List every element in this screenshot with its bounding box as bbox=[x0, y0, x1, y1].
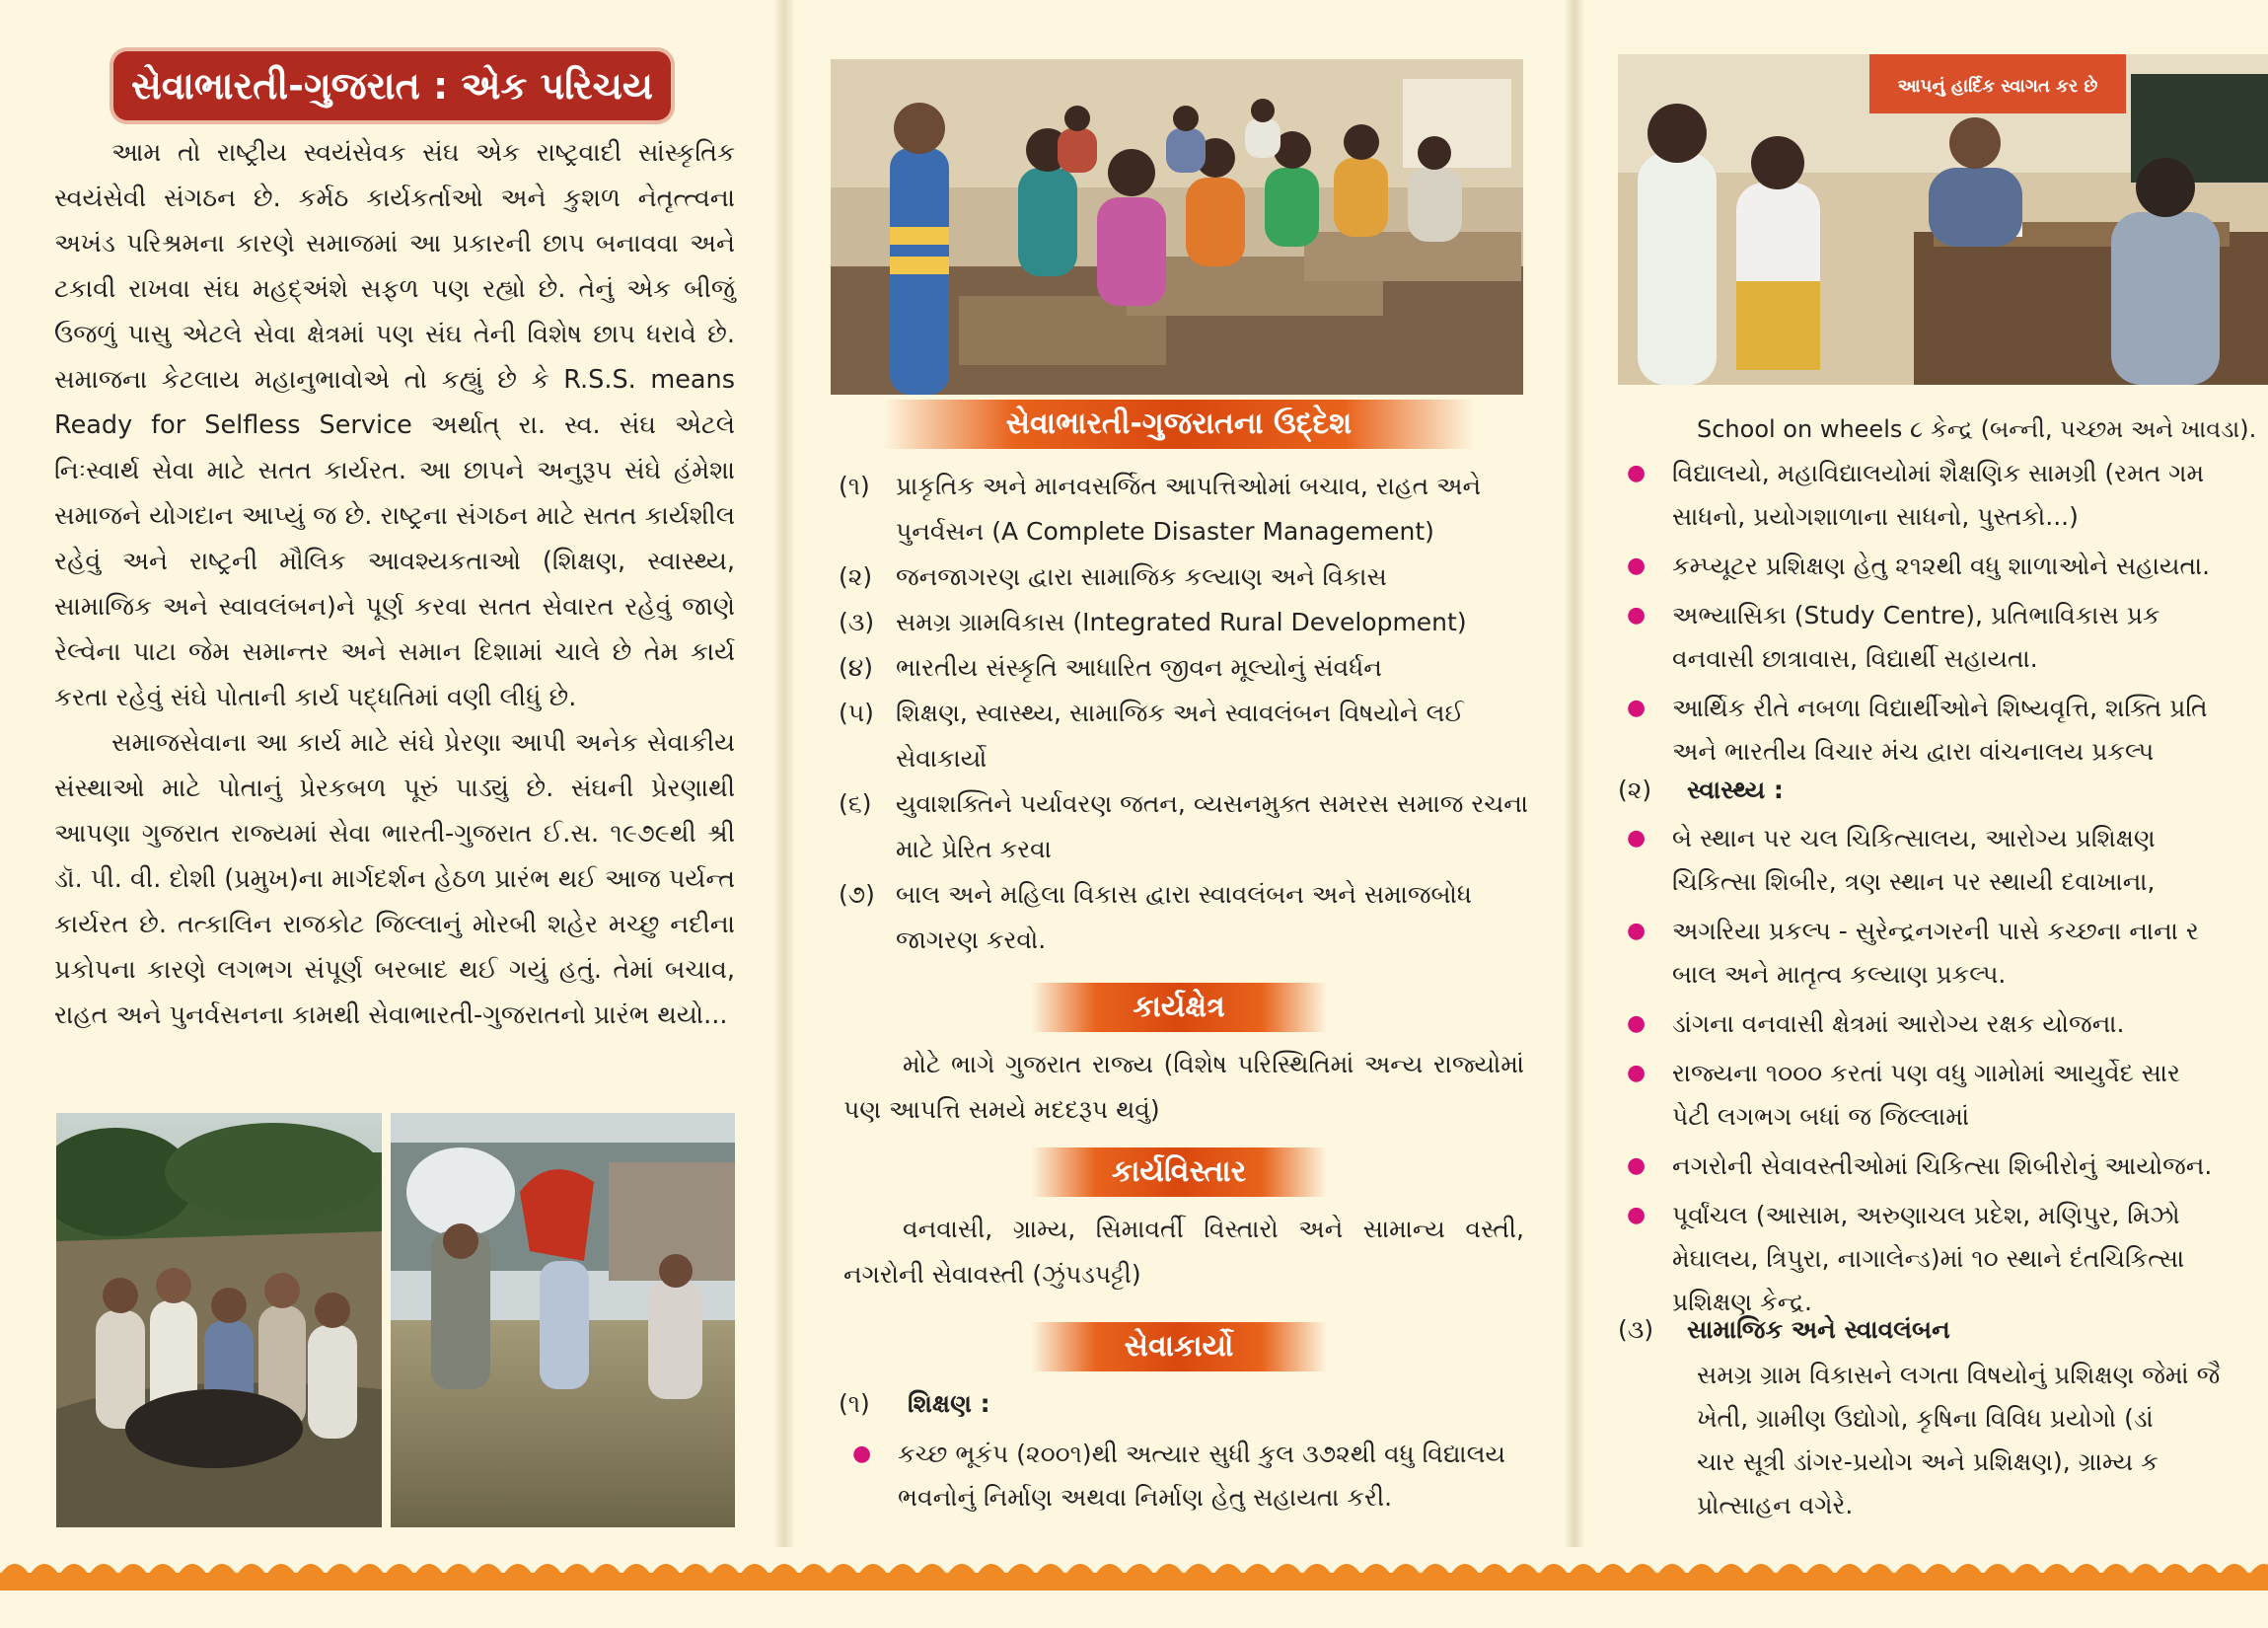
social-line: સમગ્ર ગ્રામ વિકાસને લગતા વિષયોનું પ્રશિક્ષણ જેમાં જૈ bbox=[1697, 1361, 2221, 1389]
list-item bbox=[1613, 687, 2268, 774]
flood-relief-photo bbox=[56, 1113, 735, 1527]
objective-number: (૪) bbox=[839, 653, 874, 682]
objective-text: ભારતીય સંસ્કૃતિ આધારિત જીવન મૂલ્યોનું સંવર્ધન bbox=[896, 653, 1382, 682]
social-line: ખેતી, ગ્રામીણ ઉદ્યોગો, કૃષિના વિવિધ પ્રયોગો (ડાં bbox=[1697, 1404, 2154, 1433]
bullet-line: અગરિયા પ્રકલ્પ - સુરેન્દ્રનગરની પાસે કચ્છના નાના ર bbox=[1672, 917, 2199, 945]
list-item bbox=[839, 645, 1529, 691]
education-bullets bbox=[839, 1433, 1529, 1525]
bullet-line: બાલ અને માતૃત્વ કલ્યાણ પ્રકલ્પ. bbox=[1672, 960, 2007, 989]
bullet-line: વનવાસી છાત્રાવાસ, વિદ્યાર્થી સહાયતા. bbox=[1672, 644, 2038, 673]
bullet-icon: ● bbox=[1627, 554, 1646, 578]
banner-text: આપનું હાર્દિક સ્વાગત કર છે bbox=[1897, 76, 2098, 97]
bullet-line: સાધનો, પ્રયોગશાળાના સાધનો, પુસ્તકો...) bbox=[1672, 502, 2079, 531]
introduction-text bbox=[54, 130, 735, 1038]
decorative-wave-border bbox=[0, 1551, 2268, 1591]
list-item bbox=[839, 600, 1529, 645]
page-title: સેવાભારતી-ગુજરાત : એક પરિચય bbox=[113, 51, 671, 120]
list-item bbox=[839, 781, 1529, 872]
list-item bbox=[839, 1433, 1529, 1519]
section-number: (૧) bbox=[839, 1389, 870, 1418]
objective-text: યુવાશક્તિને પર્યાવરણ જતન, વ્યસનમુક્ત સમરસ સમાજ રચના માટે પ્રેરિત કરવા bbox=[896, 789, 1529, 863]
list-item bbox=[1613, 910, 2268, 997]
fold-line bbox=[773, 0, 795, 1628]
bullet-line: બે સ્થાન પર ચલ ચિકિત્સાલય, આરોગ્ય પ્રશિક્ષણ bbox=[1672, 824, 2156, 852]
list-item bbox=[1613, 545, 2268, 588]
objective-number: (૭) bbox=[839, 880, 875, 909]
bullet-line: અને ભારતીય વિચાર મંચ દ્વારા વાંચનાલય પ્રકલ્પ bbox=[1672, 737, 2155, 766]
bullet-line: મેઘાલય, ત્રિપુરા, નાગાલેન્ડ)માં ૧૦ સ્થાને દંતચિકિત્સા bbox=[1672, 1244, 2185, 1273]
section-title: સામાજિક અને સ્વાવલંબન bbox=[1687, 1315, 1950, 1344]
panel-objectives bbox=[784, 0, 1573, 1569]
bullet-line: ડાંગના વનવાસી ક્ષેત્રમાં આરોગ્ય રક્ષક યોજના. bbox=[1672, 1009, 2125, 1038]
bullet-text: કચ્છ ભૂકંપ (૨૦૦૧)થી અત્યાર સુધી કુલ ૩૭૨થી વધુ વિદ્યાલય ભવનોનું નિર્માણ અથવા નિર્માણ હેતુ સહાયતા કરી. bbox=[898, 1440, 1506, 1512]
social-line: પ્રોત્સાહન વગેરે. bbox=[1697, 1491, 1854, 1519]
objective-text: શિક્ષણ, સ્વાસ્થ્ય, સામાજિક અને સ્વાવલંબન વિષયોને લઈ સેવાકાર્યો bbox=[896, 699, 1464, 773]
bullet-icon: ● bbox=[1627, 1203, 1646, 1227]
intro-paragraph-1: આમ તો રાષ્ટ્રીય સ્વયંસેવક સંઘ એક રાષ્ટ્રવાદી સાંસ્કૃતિક સ્વયંસેવી સંગઠન છે. કર્મઠ કાર્યકર્તાઓ અને કુશળ નેતૃત્ત્વના અખંડ પરિશ્રમના કારણે સમાજમાં આ પ્રકારની છાપ બનાવવા અને ટકાવી રાખવા સંઘ મહદ્અંશે સફળ પણ રહ્યો છે. તેનું એક બીજું ઉજળું પાસુ એટલે સેવા ક્ષેત્રમાં પણ સંઘ તેની વિશેષ છાપ ધરાવે છે. સમાજના કેટલાય મહાનુભાવોએ તો કહ્યું છે કે R.S.S. means Ready for Selfless Service અર્થાત્ રા. સ્વ. સંઘ એટલે નિઃસ્વાર્થ સેવા માટે સતત કાર્યરત. આ છાપને અનુરૂપ સંઘે હંમેશા સમાજને યોગદાન આપ્યું જ છે. રાષ્ટ્રના સંગઠન માટે સતત કાર્યશીલ રહેવું અને રાષ્ટ્રની મૌલિક આવશ્યકતાઓ (શિક્ષણ, સ્વાસ્થ્ય, સામાજિક અને સ્વાવલંબન)ને પૂર્ણ કરવા સતત સેવારત રહેવું જાણે રેલ્વેના પાટા જેમ સમાન્તર અને સમાન દિશામાં ચાલે છે તેમ કાર્ય કરતા રહેવું સંઘે પોતાની કાર્ય પદ્ધતિમાં વણી લીધું છે. bbox=[54, 138, 735, 712]
objective-text: સમગ્ર ગ્રામવિકાસ (Integrated Rural Development) bbox=[896, 608, 1467, 636]
list-item bbox=[839, 872, 1529, 963]
bullet-line: આર્થિક રીતે નબળા વિદ્યાર્થીઓને શિષ્યવૃત્તિ, શક્તિ પ્રતિ bbox=[1672, 694, 2208, 722]
list-item bbox=[1613, 1145, 2268, 1188]
list-item bbox=[1613, 594, 2268, 681]
bullet-line: નગરોની સેવાવસ્તીઓમાં ચિકિત્સા શિબીરોનું આયોજન. bbox=[1672, 1151, 2213, 1180]
objectives-list bbox=[839, 464, 1529, 963]
social-heading bbox=[1618, 1315, 1950, 1345]
bullet-line: કમ્પ્યૂટર પ્રશિક્ષણ હેતુ ૨૧૨થી વધુ શાળાઓને સહાયતા. bbox=[1672, 552, 2211, 580]
list-item bbox=[1613, 1052, 2268, 1139]
list-item bbox=[1613, 452, 2268, 539]
bullet-line: પ્રશિક્ષણ કેન્દ્ર. bbox=[1672, 1288, 1812, 1316]
service-heading: સેવાકાર્યો bbox=[1031, 1322, 1327, 1371]
objective-number: (૬) bbox=[839, 789, 872, 818]
intro-paragraph-2: સમાજસેવાના આ કાર્ય માટે સંઘે પ્રેરણા આપી અનેક સેવાકીય સંસ્થાઓ માટે પોતાનું પ્રેરકબળ પૂરું પાડ્યું છે. સંઘની પ્રેરણાથી આપણા ગુજરાત રાજ્યમાં સેવા ભારતી-ગુજરાત ઈ.સ. ૧૯૭૯થી શ્રી ડૉ. પી. વી. દોશી (પ્રમુખ)ના માર્ગદર્શન હેઠળ પ્રારંભ થઈ આજ પર્યન્ત કાર્યરત છે. તત્કાલિન રાજકોટ જિલ્લાનું મોરબી શહેર મચ્છુ નદીના પ્રકોપના કારણે લગભગ સંપૂર્ણ બરબાદ થઈ ગયું હતું. તેમાં બચાવ, રાહત અને પુનર્વસનના કામથી સેવાભારતી-ગુજરાતનો પ્રારંભ થયો... bbox=[54, 728, 735, 1030]
panel-services bbox=[1573, 0, 2268, 1569]
bullet-line: ચિકિત્સા શિબીર, ત્રણ સ્થાન પર સ્થાયી દવાખાના, bbox=[1672, 867, 2156, 896]
health-heading bbox=[1618, 776, 1784, 805]
bullet-icon: ● bbox=[1627, 461, 1646, 485]
section-title: સ્વાસ્થ્ય : bbox=[1687, 776, 1784, 804]
bullet-line: પૂર્વાંચલ (આસામ, અરુણાચલ પ્રદેશ, મણિપુર, મિઝો bbox=[1672, 1201, 2180, 1229]
list-item bbox=[1613, 817, 2268, 904]
bullet-line: રાજ્યના ૧૦૦૦ કરતાં પણ વધુ ગામોમાં આયુર્વેદ સાર bbox=[1672, 1059, 2180, 1087]
social-line: ચાર સૂત્રી ડાંગર-પ્રયોગ અને પ્રશિક્ષણ), ગ્રામ્ય ક bbox=[1697, 1447, 2158, 1476]
field-heading: કાર્યક્ષેત્ર bbox=[1031, 983, 1327, 1032]
section-number: (૩) bbox=[1618, 1315, 1654, 1344]
objective-text: જનજાગરણ દ્વારા સામાજિક કલ્યાણ અને વિકાસ bbox=[896, 562, 1387, 591]
bullet-icon: ● bbox=[1627, 603, 1646, 628]
list-item bbox=[1613, 1002, 2268, 1046]
objective-number: (૩) bbox=[839, 608, 875, 636]
social-text bbox=[1697, 1354, 2268, 1527]
bullet-icon: ● bbox=[1627, 1153, 1646, 1178]
objective-text: બાલ અને મહિલા વિકાસ દ્વારા સ્વાવલંબન અને સમાજબોધ જાગરણ કરવો. bbox=[896, 880, 1472, 954]
bullet-icon: ● bbox=[1627, 1011, 1646, 1036]
health-camp-photo bbox=[1618, 54, 2268, 385]
education-bullets-continued bbox=[1613, 452, 2268, 779]
section-number: (૨) bbox=[1618, 776, 1652, 804]
list-item bbox=[1613, 1194, 2268, 1324]
fold-line bbox=[1564, 0, 1585, 1628]
bullet-icon: ● bbox=[1627, 1061, 1646, 1085]
field-text: મોટે ભાગે ગુજરાત રાજ્ય (વિશેષ પરિસ્થિતિમાં અન્ય રાજ્યોમાં પણ આપત્તિ સમયે મદદરૂપ થવું) bbox=[843, 1050, 1524, 1124]
objective-number: (૫) bbox=[839, 699, 874, 727]
extent-heading: કાર્યવિસ્તાર bbox=[1031, 1147, 1327, 1197]
bullet-line: વિદ્યાલયો, મહાવિદ્યાલયોમાં શૈક્ષણિક સામગ્રી (રમત ગમ bbox=[1672, 459, 2205, 487]
list-item bbox=[839, 464, 1529, 555]
section-title: શિક્ષણ : bbox=[908, 1389, 990, 1418]
objective-number: (૨) bbox=[839, 562, 873, 591]
objective-number: (૧) bbox=[839, 472, 870, 500]
objective-text: પ્રાકૃતિક અને માનવસર્જિત આપત્તિઓમાં બચાવ, રાહત અને પુનર્વસન (A Complete Disaster Management) bbox=[896, 472, 1482, 546]
panel-introduction bbox=[0, 0, 784, 1569]
list-item bbox=[839, 555, 1529, 600]
education-heading bbox=[839, 1389, 990, 1419]
bullet-icon: ● bbox=[852, 1442, 872, 1466]
list-item bbox=[839, 691, 1529, 781]
health-bullets bbox=[1613, 817, 2268, 1330]
school-on-wheels-text: School on wheels ૮ કેન્દ્ર (બન્ની, પચ્છમ અને ખાવડા). bbox=[1697, 415, 2257, 443]
bullet-icon: ● bbox=[1627, 919, 1646, 943]
bullet-line: પેટી લગભગ બધાં જ જિલ્લામાં bbox=[1672, 1102, 1970, 1131]
bullet-line: અભ્યાસિકા (Study Centre), પ્રતિભાવિકાસ પ્રક bbox=[1672, 601, 2160, 629]
extent-text: વનવાસી, ગ્રામ્ય, સિમાવર્તી વિસ્તારો અને સામાન્ય વસ્તી, નગરોની સેવાવસ્તી (ઝુંપડપટ્ટી) bbox=[843, 1215, 1524, 1289]
bullet-icon: ● bbox=[1627, 696, 1646, 720]
classroom-photo bbox=[831, 59, 1523, 395]
objectives-heading: સેવાભારતી-ગુજરાતના ઉદ્દેશ bbox=[883, 400, 1475, 449]
bullet-icon: ● bbox=[1627, 826, 1646, 851]
